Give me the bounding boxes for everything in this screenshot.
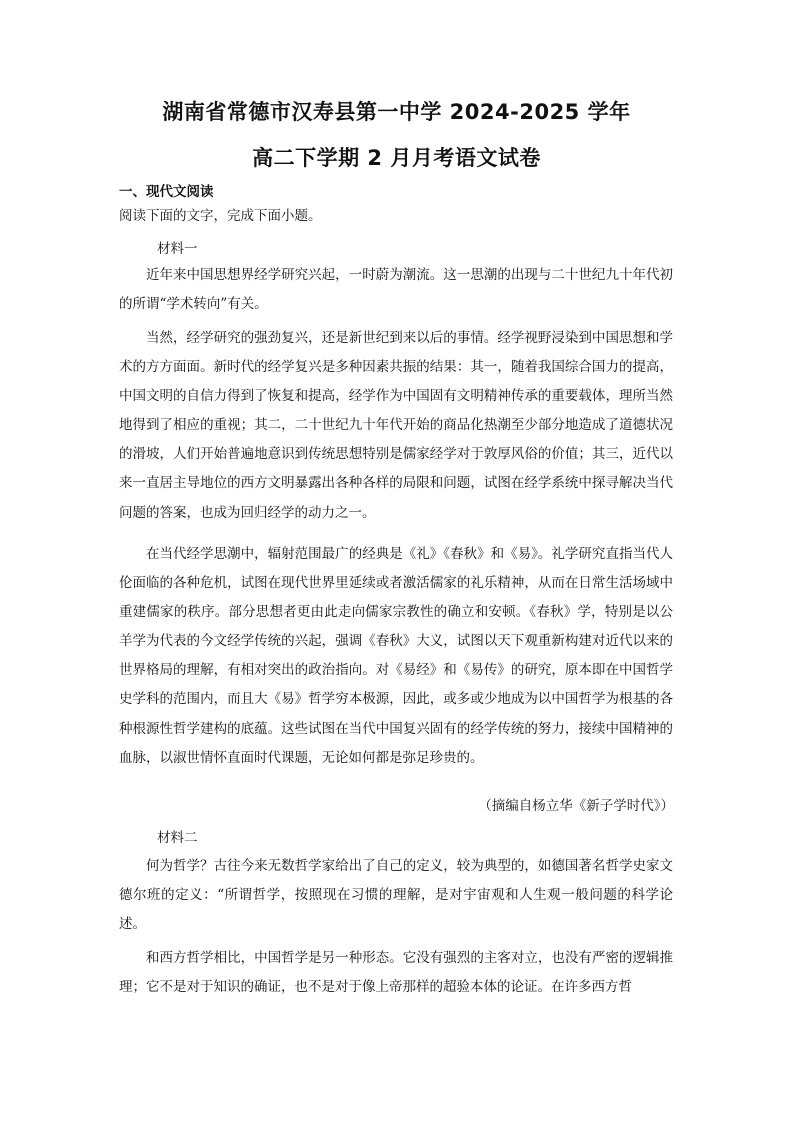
instruction-text: 阅读下面的文字，完成下面小题。 bbox=[119, 208, 322, 224]
material-two-paragraph: 何为哲学？古往今来无数哲学家给出了自己的定义，较为典型的，如德国著名哲学史家文德尔班的定义：“所谓哲学，按照现在习惯的理解，是对宇宙观和人生观一般问题的科学论述。 bbox=[119, 858, 673, 933]
material-one-source: （摘编自杨立华《新子学时代》） bbox=[478, 798, 674, 814]
material-one-paragraph: 近年来中国思想界经学研究兴起，一时蔚为潮流。这一思潮的出现与二十世纪九十年代初的所谓“学术转向”有关。 bbox=[119, 267, 673, 313]
document-title-line2: 高二下学期 2 月月考语文试卷 bbox=[252, 146, 541, 170]
material-one-paragraph: 在当代经学思潮中，辐射范围最广的经典是《礼》《春秋》和《易》。礼学研究直指当代人伦面临的各种危机，试图在现代世界里延续或者激活儒家的礼乐精神，从而在日常生活场域中重建儒家的秩序。部分思想者更由此走向儒家宗教性的确立和安顿。《春秋》学，特别是以公羊学为代表的今文经学传统的兴起，强调《春秋》大义，试图以天下观重新构建对近代以来的世界格局的理解，有相对突出的政治指向。对《易经》和《易传》的研究，原本即在中国哲学史学科的范围内，而且大《易》哲学穷本极源，因此，或多或少地成为以中国哲学为根基的各种根源性哲学建构的底蕴。这些试图在当代中国复兴固有的经学传统的努力，接续中国精神的血脉，以淑世情怀直面时代课题，无论如何都是弥足珍贵的。 bbox=[119, 546, 673, 766]
material-two-label: 材料二 bbox=[157, 830, 198, 846]
material-one-paragraph: 当然，经学研究的强劲复兴，还是新世纪到来以后的事情。经学视野浸染到中国思想和学术的方方面面。新时代的经学复兴是多种因素共振的结果：其一，随着我国综合国力的提高，中国文明的自信力得到了恢复和提高，经学作为中国固有文明精神传承的重要载体，理所当然地得到了相应的重视；其二，二十世纪九十年代开始的商品化热潮至少部分地造成了道德状况的滑坡，人们开始普遍地意识到传统思想特别是儒家经学对于敦厚风俗的价值；其三，近代以来一直居主导地位的西方文明暴露出各种各样的局限和问题，试图在经学系统中探寻解决当代问题的答案，也成为回归经学的动力之一。 bbox=[119, 330, 673, 521]
document-title-line1: 湖南省常德市汉寿县第一中学 2024-2025 学年 bbox=[162, 100, 631, 124]
section-heading: 一、现代文阅读 bbox=[119, 184, 214, 200]
material-two-paragraph: 和西方哲学相比，中国哲学是另一种形态。它没有强烈的主客对立，也没有严密的逻辑推理；它不是对于知识的确证，也不是对于像上帝那样的超验本体的论证。在许多西方哲 bbox=[119, 950, 673, 996]
material-one-label: 材料一 bbox=[157, 241, 198, 257]
